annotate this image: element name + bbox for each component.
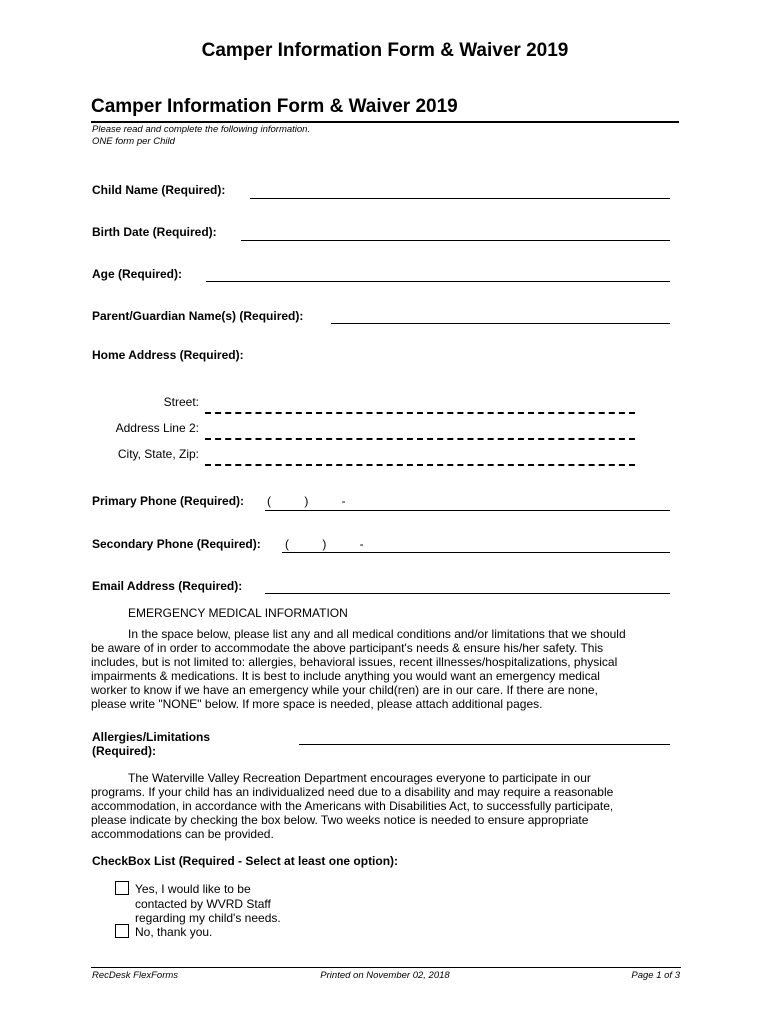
ada-line-4: please indicate by checking the box below. Two weeks notice is needed to ensure appropriate (91, 813, 589, 827)
parent-name-label: Parent/Guardian Name(s) (Required): (92, 309, 304, 323)
email-field[interactable] (265, 593, 670, 594)
document-title: Camper Information Form & Waiver 2019 (201, 40, 569, 61)
secondary-phone-label: Secondary Phone (Required): (92, 537, 261, 551)
footer-center: Printed on November 02, 2018 (320, 970, 450, 981)
primary-phone-label: Primary Phone (Required): (92, 494, 245, 508)
primary-phone-format: ( ) - (267, 494, 346, 508)
ada-line-3: accommodation, in accordance with the Americans with Disabilities Act, to successfully participate, (91, 799, 614, 813)
emergency-line-3: includes, but is not limited to: allergies, behavioral issues, recent illnesses/hospitalizations, physical (91, 655, 618, 669)
age-label: Age (Required): (92, 267, 182, 281)
emergency-line-4: impairments & medications. It is best to include anything you would want an emergency medical (91, 669, 600, 683)
address-line-2-label: Address Line 2: (115, 421, 199, 435)
email-label: Email Address (Required): (92, 579, 243, 593)
secondary-phone-field[interactable] (282, 552, 670, 553)
form-title: Camper Information Form & Waiver 2019 (91, 96, 458, 117)
age-field[interactable] (206, 281, 670, 282)
ada-line-5: accommodations can be provided. (91, 827, 274, 841)
allergies-label-line-2: (Required): (92, 744, 156, 758)
city-state-zip-label: City, State, Zip: (117, 447, 199, 461)
parent-name-field[interactable] (331, 323, 670, 324)
form-intro-line-1: Please read and complete the following information. (92, 124, 311, 135)
emergency-line-2: be aware of in order to accommodate the above participant's needs & ensure his/her safety. This (91, 641, 604, 655)
allergies-field[interactable] (299, 744, 670, 745)
birth-date-label: Birth Date (Required): (92, 225, 217, 239)
title-underline (91, 121, 679, 123)
checkbox-yes-label-line-2: contacted by WVRD Staff (135, 896, 271, 911)
footer-rule (91, 967, 681, 968)
checkbox-no-label: No, thank you. (135, 925, 213, 939)
emergency-heading: EMERGENCY MEDICAL INFORMATION (128, 606, 348, 620)
checkbox-yes-label (135, 882, 281, 926)
secondary-phone-format: ( ) - (285, 537, 364, 551)
footer-page-number: Page 1 of 3 (631, 970, 680, 981)
street-field[interactable] (205, 412, 635, 414)
form-intro-line-2: ONE form per Child (92, 136, 175, 147)
ada-line-2: programs. If your child has an individualized need due to a disability and may require a reasonable (91, 785, 614, 799)
birth-date-field[interactable] (241, 240, 670, 241)
ada-line-1: The Waterville Valley Recreation Department encourages everyone to participate in our (128, 771, 591, 785)
city-state-zip-field[interactable] (205, 464, 635, 466)
ada-paragraph (91, 771, 691, 841)
address-line-2-field[interactable] (205, 438, 635, 440)
emergency-line-1: In the space below, please list any and all medical conditions and/or limitations that we should (128, 627, 626, 641)
checkbox-yes-label-line-3: regarding my child's needs. (135, 911, 281, 925)
checkbox-list-label: CheckBox List (Required - Select at least one option): (92, 854, 399, 868)
child-name-field[interactable] (250, 198, 670, 199)
checkbox-yes-label-line-1: Yes, I would like to be (135, 882, 251, 896)
footer-left: RecDesk FlexForms (92, 970, 179, 981)
emergency-line-6: please write "NONE" below. If more space is needed, please attach additional pages. (91, 697, 543, 711)
checkbox-yes[interactable] (115, 881, 129, 895)
checkbox-no[interactable] (115, 924, 129, 938)
home-address-label: Home Address (Required): (92, 348, 244, 362)
allergies-label-line-1: Allergies/Limitations (92, 730, 211, 744)
emergency-line-5: worker to know if we have an emergency while your child(ren) are in our care. If there are none, (91, 683, 598, 697)
primary-phone-field[interactable] (265, 510, 670, 511)
street-label: Street: (163, 395, 199, 409)
emergency-paragraph (91, 627, 691, 711)
child-name-label: Child Name (Required): (92, 183, 226, 197)
